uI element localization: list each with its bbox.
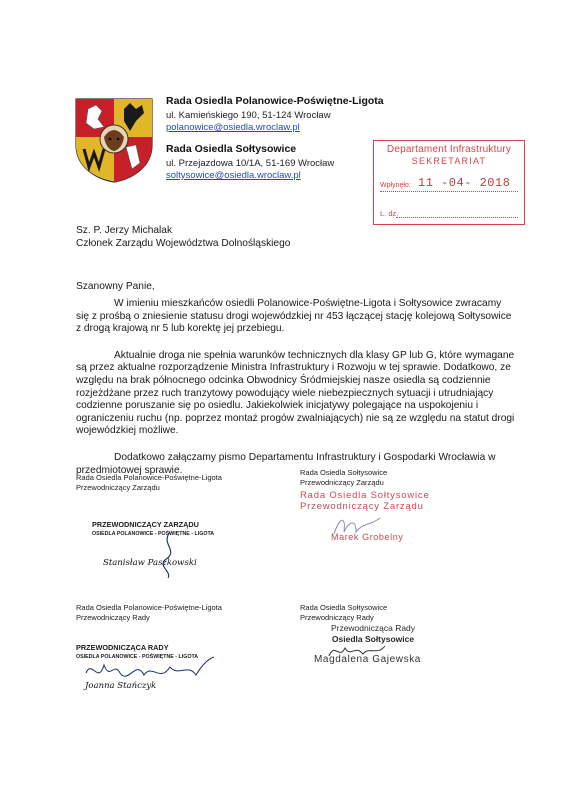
stamp-received-label: Wpłynęło: (380, 182, 411, 189)
sig-tr-signer: Marek Grobelny (331, 532, 404, 542)
sig-br-header-line1: Rada Osiedla Sołtysowice (300, 603, 388, 612)
sig-tl-stamp-line2: OSIEDLA POLANOWICE - POŚWIĘTNE - LIGOTA (92, 531, 215, 537)
stamp-divider (380, 191, 518, 192)
salutation: Szanowny Panie, (76, 281, 155, 292)
sig-br-signer: Magdalena Gajewska (314, 654, 421, 665)
sig-tr-header-line1: Rada Osiedla Sołtysowice (300, 468, 388, 477)
paragraph-2: Aktualnie droga nie spełnia warunków technicznych dla klasy GP lub G, które wymagane są przez aktualne rozporządzenie Ministra Infrastruktury i Rozwoju w tej sprawie. Dodatkowo, ze względu na brak północnego odcinka Obwodnicy Śródmiejskiej nasze osiedla są codziennie rozjeżdżane przez ruch tranzytowy powodujący wiele niebezpiecznych sytuacji i utrudniający codzienne poruszanie się po osiedlu. Jakiekolwiek inicjatywy polegające na uspokojeniu i ograniczeniu ruchu (np. poprzez montaż progów zwalniających) nie są ze względu na statut drogi wojewódzkiej możliwe. (76, 349, 515, 437)
sig-br-stamp-line1: Przewodnicząca Rady (330, 623, 416, 633)
sig-tr-stamp-line2: Przewodniczący Zarządu (300, 501, 424, 512)
paragraph-1: W imieniu mieszkańców osiedli Polanowice-Poświętne-Ligota i Sołtysowice zwracamy się z prośbą o zniesienie statusu drogi wojewódzkiej nr 453 łączącej stację kolejową Sołtysowice z drogą krajową nr 5 lub korektę jej przebiegu. (76, 298, 512, 335)
addressee-role: Członek Zarządu Województwa Dolnośląskiego (76, 238, 291, 249)
sig-tl-signer: Stanisław Paszkowski (103, 558, 197, 568)
sig-bl-stamp-line2: OSIEDLA POLANOWICE - POŚWIĘTNE - LIGOTA (76, 654, 199, 660)
sig-tr-stamp-line1: Rada Osiedla Sołtysowice (300, 490, 430, 501)
received-stamp (373, 140, 525, 225)
org1-address: ul. Kamieńskiego 190, 51-124 Wrocław (166, 110, 331, 121)
stamp-office: SEKRETARIAT (411, 156, 487, 166)
sig-bl-signer: Joanna Stańczyk (85, 681, 157, 691)
letter-body (76, 298, 516, 477)
sig-tr-header (300, 468, 387, 487)
sig-tl-stamp-line1: PRZEWODNICZĄCY ZARZĄDU (92, 520, 199, 529)
stamp-date: 11 -04- 2018 (418, 176, 511, 190)
sig-tl-header-line2: Przewodniczący Zarządu (76, 482, 160, 492)
paragraph-3: Dodatkowo załączamy pismo Departamentu Infrastruktury i Gospodarki Wrocławia w przedmiotowej sprawie. (76, 451, 496, 476)
sig-tl-handwriting (150, 530, 190, 580)
org2-name: Rada Osiedla Sołtysowice (166, 143, 297, 155)
stamp-department: Departament Infrastruktury (386, 144, 512, 155)
sig-bl-header (76, 603, 222, 622)
sig-tl-header-line1: Rada Osiedla Polanowice-Poświętne-Ligota (76, 473, 222, 482)
org1-email-link[interactable]: polanowice@osiedla.wroclaw.pl (166, 122, 300, 133)
sig-bl-stamp-line1: PRZEWODNICZĄCA RADY (76, 643, 169, 652)
sig-tr-stamp (300, 490, 430, 512)
sig-tl-header (76, 473, 222, 492)
sig-tr-header-line2: Przewodniczący Zarządu (300, 477, 384, 487)
stamp-ref-label: L. dz. (380, 209, 399, 218)
stamp-ref-line (396, 217, 518, 218)
addressee-name: Sz. P. Jerzy Michalak (76, 225, 173, 236)
city-coat-of-arms-logo (74, 97, 154, 183)
sig-br-header (300, 603, 387, 622)
org2-email-link[interactable]: soltysowice@osiedla.wroclaw.pl (166, 170, 301, 181)
sig-bl-header-line2: Przewodniczący Rady (76, 612, 150, 622)
sig-bl-header-line1: Rada Osiedla Polanowice-Poświętne-Ligota (76, 603, 222, 612)
org1-name: Rada Osiedla Polanowice-Poświętne-Ligota (166, 95, 384, 107)
org2-address: ul. Przejazdowa 10/1A, 51-169 Wrocław (166, 158, 335, 169)
sig-br-header-line2: Przewodniczący Rady (300, 612, 374, 622)
sig-br-stamp-line2: Osiedla Sołtysowice (331, 633, 415, 644)
